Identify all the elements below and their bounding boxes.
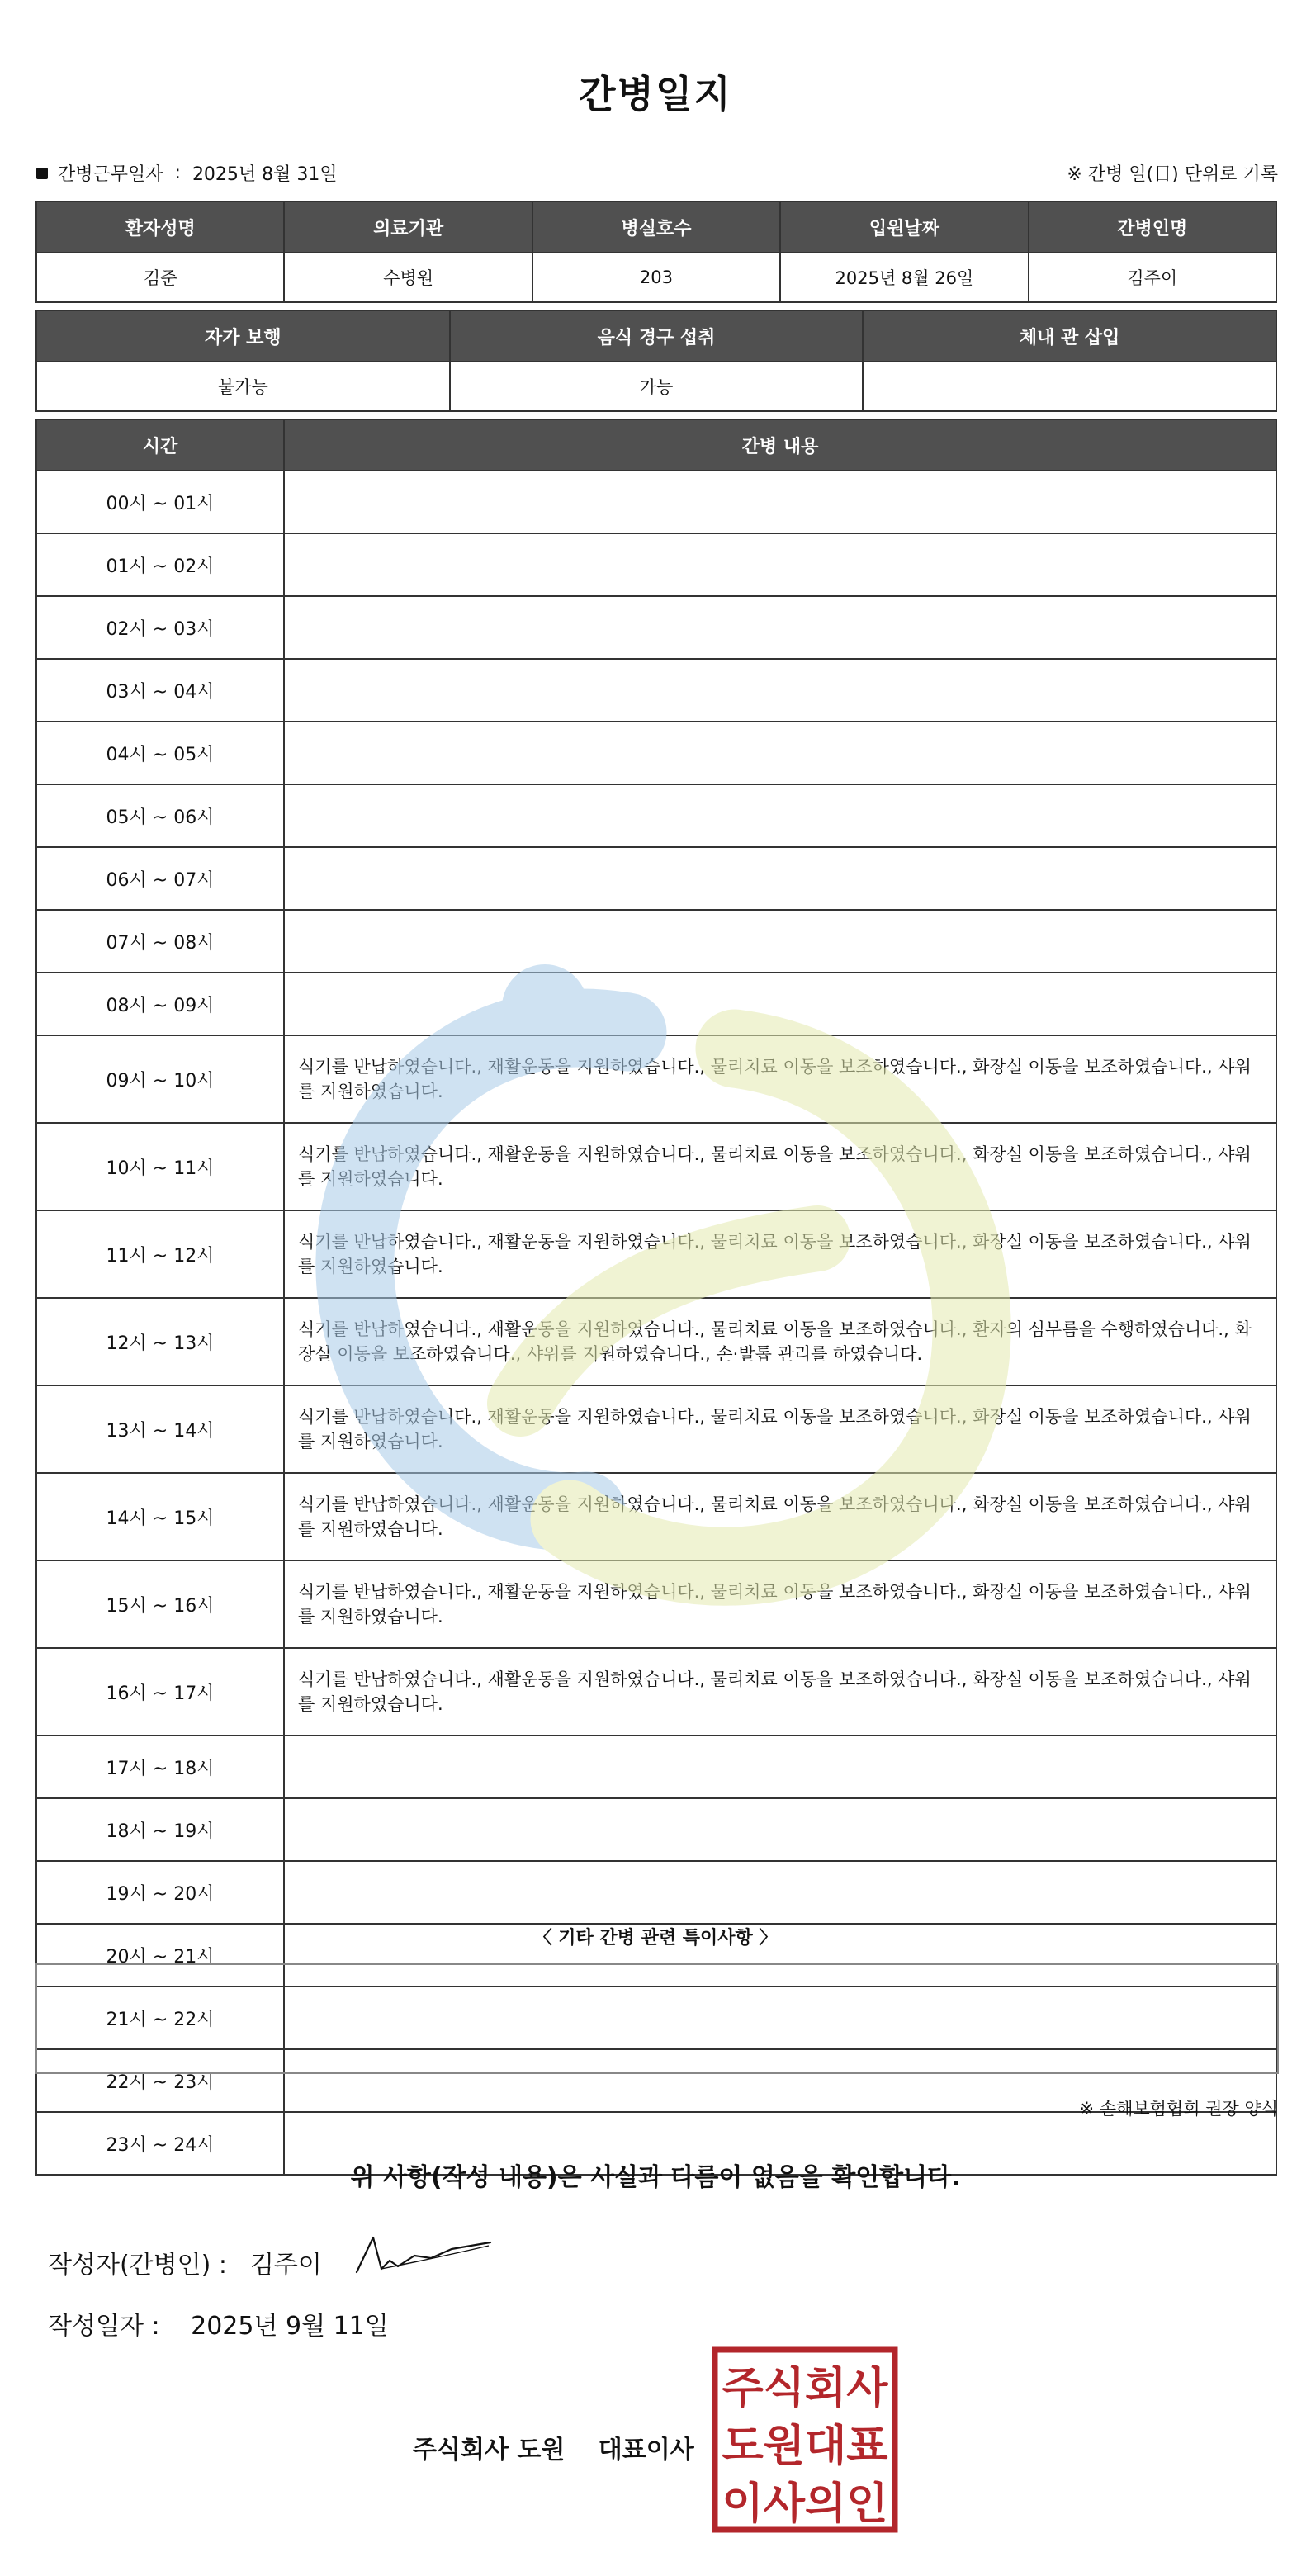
header-admission-date: 입원날짜 <box>780 201 1028 253</box>
time-cell: 00시 ~ 01시 <box>36 471 284 533</box>
table-row <box>36 847 1276 910</box>
time-cell: 21시 ~ 22시 <box>36 1986 284 2049</box>
care-content-cell <box>284 471 1276 533</box>
table-row <box>36 533 1276 596</box>
care-content-cell <box>284 722 1276 784</box>
care-content-cell <box>284 533 1276 596</box>
header-patient-name: 환자성명 <box>36 201 284 253</box>
table-row <box>36 1648 1276 1735</box>
writer-label: 작성자(간병인) : <box>48 2251 227 2280</box>
company-name: 주식회사 도원 <box>413 2436 566 2465</box>
table-row <box>36 1735 1276 1798</box>
table-row <box>36 1210 1276 1298</box>
table-row <box>36 1861 1276 1924</box>
table-row <box>36 1385 1276 1473</box>
record-unit-note: ※ 간병 일(日) 단위로 기록 <box>1067 164 1278 185</box>
header-time: 시간 <box>36 419 284 471</box>
time-cell: 22시 ~ 23시 <box>36 2049 284 2112</box>
patient-info-table <box>35 201 1277 303</box>
page-title: 간병일지 <box>579 72 732 116</box>
svg-text:이사의인: 이사의인 <box>722 2479 888 2529</box>
caregiver-name: 김주이 <box>1029 253 1276 302</box>
time-cell: 13시 ~ 14시 <box>36 1385 284 1473</box>
svg-text:주식회사: 주식회사 <box>722 2364 888 2413</box>
table-row <box>36 1560 1276 1648</box>
time-cell: 18시 ~ 19시 <box>36 1798 284 1861</box>
table-row <box>36 1473 1276 1560</box>
admission-date: 2025년 8월 26일 <box>780 253 1028 302</box>
care-content-cell <box>284 596 1276 659</box>
table-row <box>36 910 1276 973</box>
care-content-cell <box>284 1735 1276 1798</box>
table-row <box>36 471 1276 533</box>
care-content-cell: 식기를 반납하였습니다., 재활운동을 지원하였습니다., 물리치료 이동을 보조하였습니다., 화장실 이동을 보조하였습니다., 샤워를 지원하였습니다. <box>284 1123 1276 1210</box>
care-log-table <box>35 419 1277 2176</box>
time-cell: 01시 ~ 02시 <box>36 533 284 596</box>
time-cell: 20시 ~ 21시 <box>36 1924 284 1986</box>
care-content-cell: 식기를 반납하였습니다., 재활운동을 지원하였습니다., 물리치료 이동을 보조하였습니다., 화장실 이동을 보조하였습니다., 샤워를 지원하였습니다. <box>284 1210 1276 1298</box>
header-tube-insertion: 체내 관 삽입 <box>863 310 1276 362</box>
header-room: 병실호수 <box>532 201 780 253</box>
time-cell: 12시 ~ 13시 <box>36 1298 284 1385</box>
confirm-statement: 위 사항(작성 내용)은 사실과 다름이 없음을 확인합니다. <box>350 2163 961 2192</box>
svg-text:도원대표: 도원대표 <box>722 2422 888 2471</box>
company-role: 대표이사 <box>598 2436 694 2465</box>
care-content-cell: 식기를 반납하였습니다., 재활운동을 지원하였습니다., 물리치료 이동을 보조하였습니다., 화장실 이동을 보조하였습니다., 샤워를 지원하였습니다. <box>284 1560 1276 1648</box>
work-date-value: 2025년 8월 31일 <box>192 164 338 185</box>
header-oral-intake: 음식 경구 섭취 <box>450 310 864 362</box>
care-content-cell: 식기를 반납하였습니다., 재활운동을 지원하였습니다., 물리치료 이동을 보조하였습니다., 화장실 이동을 보조하였습니다., 샤워를 지원하였습니다. <box>284 1035 1276 1123</box>
written-date-label: 작성일자 : <box>48 2312 160 2341</box>
table-row <box>36 1798 1276 1861</box>
time-cell: 09시 ~ 10시 <box>36 1035 284 1123</box>
header-care-content: 간병 내용 <box>284 419 1276 471</box>
work-date-sep: : <box>174 163 181 183</box>
care-content-cell <box>284 910 1276 973</box>
header-hospital: 의료기관 <box>284 201 532 253</box>
time-cell: 03시 ~ 04시 <box>36 659 284 722</box>
time-cell: 23시 ~ 24시 <box>36 2112 284 2175</box>
time-cell: 17시 ~ 18시 <box>36 1735 284 1798</box>
table-row <box>36 659 1276 722</box>
time-cell: 06시 ~ 07시 <box>36 847 284 910</box>
special-notes-box <box>35 1963 1279 2074</box>
table-row <box>36 596 1276 659</box>
care-content-cell: 식기를 반납하였습니다., 재활운동을 지원하였습니다., 물리치료 이동을 보조하였습니다., 화장실 이동을 보조하였습니다., 샤워를 지원하였습니다. <box>284 1385 1276 1473</box>
time-cell: 07시 ~ 08시 <box>36 910 284 973</box>
care-content-cell <box>284 847 1276 910</box>
table-row <box>36 1298 1276 1385</box>
hospital-name: 수병원 <box>284 253 532 302</box>
recommend-note: ※ 손해보험협회 권장 양식 <box>1079 2099 1278 2119</box>
special-notes-title: 〈 기타 간병 관련 특이사항 〉 <box>533 1928 778 1949</box>
time-cell: 05시 ~ 06시 <box>36 784 284 847</box>
care-content-cell: 식기를 반납하였습니다., 재활운동을 지원하였습니다., 물리치료 이동을 보조하였습니다., 화장실 이동을 보조하였습니다., 샤워를 지원하였습니다. <box>284 1648 1276 1735</box>
time-cell: 14시 ~ 15시 <box>36 1473 284 1560</box>
header-self-walking: 자가 보행 <box>36 310 450 362</box>
table-row <box>36 722 1276 784</box>
table-row <box>36 973 1276 1035</box>
time-cell: 10시 ~ 11시 <box>36 1123 284 1210</box>
care-content-cell <box>284 1861 1276 1924</box>
table-row <box>36 784 1276 847</box>
written-date-value: 2025년 9월 11일 <box>191 2312 389 2341</box>
table-row <box>36 1123 1276 1210</box>
care-content-cell <box>284 1798 1276 1861</box>
care-content-cell: 식기를 반납하였습니다., 재활운동을 지원하였습니다., 물리치료 이동을 보조하였습니다., 화장실 이동을 보조하였습니다., 샤워를 지원하였습니다. <box>284 1473 1276 1560</box>
care-content-cell <box>284 973 1276 1035</box>
care-content-cell <box>284 659 1276 722</box>
writer-line <box>48 2244 322 2280</box>
signature-icon <box>348 2221 497 2287</box>
company-seal-icon <box>712 2346 898 2533</box>
room-number: 203 <box>532 253 780 302</box>
work-date-line <box>36 160 338 186</box>
care-content-cell <box>284 784 1276 847</box>
time-cell: 16시 ~ 17시 <box>36 1648 284 1735</box>
tube-insertion-value <box>863 362 1276 411</box>
bullet-square-icon <box>36 168 48 179</box>
patient-name: 김준 <box>36 253 284 302</box>
written-date-line <box>48 2305 389 2342</box>
time-cell: 04시 ~ 05시 <box>36 722 284 784</box>
oral-intake-value: 가능 <box>450 362 864 411</box>
self-walking-value: 불가능 <box>36 362 450 411</box>
care-content-cell: 식기를 반납하였습니다., 재활운동을 지원하였습니다., 물리치료 이동을 보조하였습니다., 환자의 심부름을 수행하였습니다., 화장실 이동을 보조하였습니다., 샤워를 지원하였습니다., 손·발톱 관리를 하였습니다. <box>284 1298 1276 1385</box>
work-date-label: 간병근무일자 <box>58 164 163 185</box>
header-caregiver: 간병인명 <box>1029 201 1276 253</box>
time-cell: 02시 ~ 03시 <box>36 596 284 659</box>
time-cell: 15시 ~ 16시 <box>36 1560 284 1648</box>
table-row <box>36 1035 1276 1123</box>
writer-name: 김주이 <box>249 2251 322 2280</box>
company-line <box>413 2429 694 2465</box>
patient-status-table <box>35 310 1277 412</box>
time-cell: 19시 ~ 20시 <box>36 1861 284 1924</box>
time-cell: 11시 ~ 12시 <box>36 1210 284 1298</box>
time-cell: 08시 ~ 09시 <box>36 973 284 1035</box>
